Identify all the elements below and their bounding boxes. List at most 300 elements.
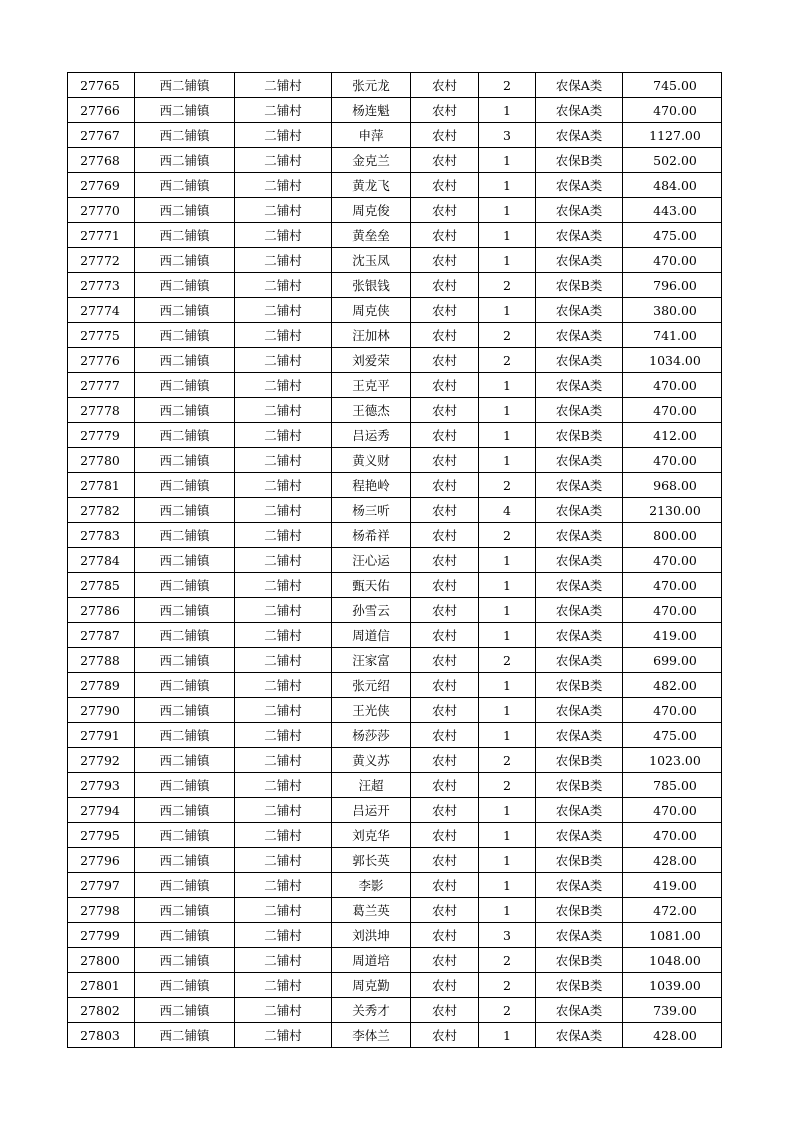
- cell-id: 27791: [68, 723, 135, 748]
- cell-name: 王克平: [332, 373, 411, 398]
- cell-name: 张元龙: [332, 73, 411, 98]
- cell-village: 二铺村: [235, 698, 332, 723]
- cell-category: 农保A类: [536, 473, 623, 498]
- table-row: [68, 398, 722, 423]
- cell-category: 农保A类: [536, 598, 623, 623]
- cell-category: 农保A类: [536, 498, 623, 523]
- cell-area: 农村: [411, 73, 479, 98]
- cell-category: 农保A类: [536, 648, 623, 673]
- cell-id: 27803: [68, 1023, 135, 1048]
- cell-town: 西二铺镇: [135, 423, 235, 448]
- cell-category: 农保B类: [536, 273, 623, 298]
- cell-category: 农保B类: [536, 848, 623, 873]
- cell-id: 27789: [68, 673, 135, 698]
- table-row: [68, 523, 722, 548]
- cell-name: 黄龙飞: [332, 173, 411, 198]
- cell-count: 3: [479, 123, 536, 148]
- cell-name: 关秀才: [332, 998, 411, 1023]
- cell-name: 汪心运: [332, 548, 411, 573]
- table-row: [68, 873, 722, 898]
- cell-town: 西二铺镇: [135, 148, 235, 173]
- cell-village: 二铺村: [235, 98, 332, 123]
- cell-town: 西二铺镇: [135, 648, 235, 673]
- cell-category: 农保A类: [536, 373, 623, 398]
- cell-village: 二铺村: [235, 523, 332, 548]
- cell-village: 二铺村: [235, 1023, 332, 1048]
- cell-name: 甄天佑: [332, 573, 411, 598]
- cell-town: 西二铺镇: [135, 498, 235, 523]
- cell-count: 2: [479, 323, 536, 348]
- cell-village: 二铺村: [235, 373, 332, 398]
- table-row: [68, 73, 722, 98]
- cell-amount: 428.00: [623, 1023, 722, 1048]
- cell-town: 西二铺镇: [135, 873, 235, 898]
- cell-area: 农村: [411, 548, 479, 573]
- cell-count: 2: [479, 648, 536, 673]
- cell-category: 农保B类: [536, 423, 623, 448]
- cell-village: 二铺村: [235, 248, 332, 273]
- cell-village: 二铺村: [235, 198, 332, 223]
- cell-amount: 1127.00: [623, 123, 722, 148]
- cell-area: 农村: [411, 973, 479, 998]
- cell-id: 27786: [68, 598, 135, 623]
- table-row: [68, 898, 722, 923]
- cell-id: 27771: [68, 223, 135, 248]
- cell-count: 1: [479, 223, 536, 248]
- cell-village: 二铺村: [235, 948, 332, 973]
- cell-amount: 419.00: [623, 623, 722, 648]
- cell-category: 农保A类: [536, 523, 623, 548]
- cell-area: 农村: [411, 173, 479, 198]
- cell-amount: 470.00: [623, 798, 722, 823]
- cell-town: 西二铺镇: [135, 173, 235, 198]
- cell-town: 西二铺镇: [135, 748, 235, 773]
- cell-area: 农村: [411, 423, 479, 448]
- cell-village: 二铺村: [235, 773, 332, 798]
- cell-area: 农村: [411, 523, 479, 548]
- cell-village: 二铺村: [235, 923, 332, 948]
- cell-town: 西二铺镇: [135, 298, 235, 323]
- cell-town: 西二铺镇: [135, 98, 235, 123]
- cell-id: 27776: [68, 348, 135, 373]
- cell-count: 1: [479, 598, 536, 623]
- cell-category: 农保A类: [536, 723, 623, 748]
- cell-count: 1: [479, 898, 536, 923]
- cell-count: 1: [479, 823, 536, 848]
- cell-category: 农保A类: [536, 873, 623, 898]
- cell-area: 农村: [411, 698, 479, 723]
- cell-amount: 472.00: [623, 898, 722, 923]
- cell-amount: 484.00: [623, 173, 722, 198]
- table-row: [68, 723, 722, 748]
- table-row: [68, 748, 722, 773]
- cell-village: 二铺村: [235, 548, 332, 573]
- cell-village: 二铺村: [235, 223, 332, 248]
- cell-id: 27795: [68, 823, 135, 848]
- cell-amount: 470.00: [623, 598, 722, 623]
- cell-name: 沈玉凤: [332, 248, 411, 273]
- cell-town: 西二铺镇: [135, 398, 235, 423]
- cell-amount: 470.00: [623, 548, 722, 573]
- cell-area: 农村: [411, 648, 479, 673]
- cell-count: 1: [479, 698, 536, 723]
- cell-village: 二铺村: [235, 623, 332, 648]
- cell-town: 西二铺镇: [135, 348, 235, 373]
- cell-town: 西二铺镇: [135, 123, 235, 148]
- cell-id: 27772: [68, 248, 135, 273]
- cell-id: 27798: [68, 898, 135, 923]
- cell-amount: 739.00: [623, 998, 722, 1023]
- table-row: [68, 248, 722, 273]
- cell-name: 周道信: [332, 623, 411, 648]
- cell-category: 农保A类: [536, 173, 623, 198]
- cell-town: 西二铺镇: [135, 773, 235, 798]
- cell-name: 张银钱: [332, 273, 411, 298]
- table-row: [68, 973, 722, 998]
- cell-town: 西二铺镇: [135, 973, 235, 998]
- cell-amount: 470.00: [623, 698, 722, 723]
- cell-area: 农村: [411, 848, 479, 873]
- cell-name: 刘爱荣: [332, 348, 411, 373]
- cell-amount: 1048.00: [623, 948, 722, 973]
- cell-category: 农保B类: [536, 148, 623, 173]
- cell-area: 农村: [411, 573, 479, 598]
- table-row: [68, 298, 722, 323]
- cell-id: 27799: [68, 923, 135, 948]
- cell-id: 27796: [68, 848, 135, 873]
- cell-town: 西二铺镇: [135, 248, 235, 273]
- table-row: [68, 1023, 722, 1048]
- cell-count: 2: [479, 948, 536, 973]
- cell-amount: 443.00: [623, 198, 722, 223]
- table-row: [68, 998, 722, 1023]
- cell-count: 2: [479, 473, 536, 498]
- table-row: [68, 423, 722, 448]
- cell-count: 1: [479, 248, 536, 273]
- cell-count: 1: [479, 723, 536, 748]
- table-row: [68, 498, 722, 523]
- cell-category: 农保A类: [536, 298, 623, 323]
- cell-count: 1: [479, 1023, 536, 1048]
- cell-area: 农村: [411, 623, 479, 648]
- cell-area: 农村: [411, 223, 479, 248]
- cell-name: 汪超: [332, 773, 411, 798]
- cell-category: 农保A类: [536, 98, 623, 123]
- cell-id: 27794: [68, 798, 135, 823]
- cell-town: 西二铺镇: [135, 73, 235, 98]
- cell-village: 二铺村: [235, 598, 332, 623]
- cell-name: 杨莎莎: [332, 723, 411, 748]
- cell-name: 杨希祥: [332, 523, 411, 548]
- cell-count: 2: [479, 348, 536, 373]
- roster-body: [68, 73, 722, 1048]
- table-row: [68, 448, 722, 473]
- cell-name: 黄垒垒: [332, 223, 411, 248]
- cell-category: 农保B类: [536, 748, 623, 773]
- cell-id: 27802: [68, 998, 135, 1023]
- cell-count: 1: [479, 398, 536, 423]
- cell-town: 西二铺镇: [135, 848, 235, 873]
- cell-area: 农村: [411, 448, 479, 473]
- cell-count: 1: [479, 423, 536, 448]
- table-row: [68, 98, 722, 123]
- table-row: [68, 773, 722, 798]
- roster-table: [67, 72, 722, 1048]
- cell-id: 27784: [68, 548, 135, 573]
- cell-category: 农保B类: [536, 773, 623, 798]
- cell-category: 农保B类: [536, 673, 623, 698]
- cell-id: 27788: [68, 648, 135, 673]
- cell-category: 农保A类: [536, 398, 623, 423]
- cell-name: 吕运开: [332, 798, 411, 823]
- cell-village: 二铺村: [235, 748, 332, 773]
- cell-amount: 699.00: [623, 648, 722, 673]
- cell-category: 农保A类: [536, 823, 623, 848]
- cell-id: 27783: [68, 523, 135, 548]
- cell-town: 西二铺镇: [135, 223, 235, 248]
- cell-area: 农村: [411, 348, 479, 373]
- table-row: [68, 823, 722, 848]
- cell-area: 农村: [411, 998, 479, 1023]
- cell-category: 农保B类: [536, 948, 623, 973]
- cell-count: 4: [479, 498, 536, 523]
- cell-area: 农村: [411, 748, 479, 773]
- cell-amount: 968.00: [623, 473, 722, 498]
- cell-amount: 470.00: [623, 573, 722, 598]
- cell-village: 二铺村: [235, 573, 332, 598]
- cell-name: 周克侠: [332, 298, 411, 323]
- cell-amount: 470.00: [623, 823, 722, 848]
- cell-count: 2: [479, 73, 536, 98]
- cell-name: 郭长英: [332, 848, 411, 873]
- cell-name: 黄义苏: [332, 748, 411, 773]
- cell-id: 27773: [68, 273, 135, 298]
- cell-name: 周道培: [332, 948, 411, 973]
- cell-area: 农村: [411, 798, 479, 823]
- cell-count: 2: [479, 773, 536, 798]
- cell-amount: 470.00: [623, 373, 722, 398]
- cell-category: 农保A类: [536, 623, 623, 648]
- cell-name: 周克俊: [332, 198, 411, 223]
- cell-town: 西二铺镇: [135, 473, 235, 498]
- cell-area: 农村: [411, 773, 479, 798]
- cell-name: 孙雪云: [332, 598, 411, 623]
- table-row: [68, 373, 722, 398]
- cell-id: 27777: [68, 373, 135, 398]
- cell-amount: 482.00: [623, 673, 722, 698]
- cell-category: 农保A类: [536, 998, 623, 1023]
- cell-amount: 470.00: [623, 98, 722, 123]
- cell-category: 农保B类: [536, 973, 623, 998]
- cell-amount: 1039.00: [623, 973, 722, 998]
- cell-village: 二铺村: [235, 148, 332, 173]
- cell-village: 二铺村: [235, 723, 332, 748]
- cell-name: 汪加林: [332, 323, 411, 348]
- cell-category: 农保A类: [536, 348, 623, 373]
- cell-town: 西二铺镇: [135, 723, 235, 748]
- cell-village: 二铺村: [235, 498, 332, 523]
- cell-town: 西二铺镇: [135, 448, 235, 473]
- cell-id: 27765: [68, 73, 135, 98]
- cell-town: 西二铺镇: [135, 273, 235, 298]
- cell-town: 西二铺镇: [135, 998, 235, 1023]
- cell-id: 27797: [68, 873, 135, 898]
- table-row: [68, 623, 722, 648]
- cell-village: 二铺村: [235, 73, 332, 98]
- cell-id: 27766: [68, 98, 135, 123]
- cell-area: 农村: [411, 923, 479, 948]
- cell-count: 1: [479, 623, 536, 648]
- cell-town: 西二铺镇: [135, 923, 235, 948]
- cell-count: 1: [479, 848, 536, 873]
- cell-category: 农保A类: [536, 248, 623, 273]
- cell-town: 西二铺镇: [135, 623, 235, 648]
- cell-name: 刘克华: [332, 823, 411, 848]
- cell-town: 西二铺镇: [135, 1023, 235, 1048]
- table-row: [68, 848, 722, 873]
- cell-amount: 502.00: [623, 148, 722, 173]
- cell-count: 1: [479, 873, 536, 898]
- cell-name: 王德杰: [332, 398, 411, 423]
- cell-town: 西二铺镇: [135, 948, 235, 973]
- cell-amount: 475.00: [623, 723, 722, 748]
- cell-village: 二铺村: [235, 998, 332, 1023]
- cell-area: 农村: [411, 148, 479, 173]
- cell-amount: 470.00: [623, 248, 722, 273]
- cell-count: 1: [479, 798, 536, 823]
- cell-category: 农保A类: [536, 548, 623, 573]
- cell-area: 农村: [411, 598, 479, 623]
- cell-area: 农村: [411, 373, 479, 398]
- cell-town: 西二铺镇: [135, 598, 235, 623]
- cell-town: 西二铺镇: [135, 823, 235, 848]
- cell-town: 西二铺镇: [135, 523, 235, 548]
- cell-area: 农村: [411, 273, 479, 298]
- cell-count: 2: [479, 523, 536, 548]
- cell-amount: 380.00: [623, 298, 722, 323]
- cell-id: 27779: [68, 423, 135, 448]
- cell-count: 1: [479, 173, 536, 198]
- cell-category: 农保A类: [536, 223, 623, 248]
- cell-count: 1: [479, 298, 536, 323]
- cell-village: 二铺村: [235, 323, 332, 348]
- cell-id: 27800: [68, 948, 135, 973]
- cell-village: 二铺村: [235, 123, 332, 148]
- cell-count: 2: [479, 998, 536, 1023]
- cell-area: 农村: [411, 98, 479, 123]
- cell-id: 27770: [68, 198, 135, 223]
- cell-amount: 2130.00: [623, 498, 722, 523]
- cell-amount: 470.00: [623, 448, 722, 473]
- cell-id: 27792: [68, 748, 135, 773]
- cell-count: 1: [479, 148, 536, 173]
- cell-name: 李体兰: [332, 1023, 411, 1048]
- cell-id: 27775: [68, 323, 135, 348]
- cell-village: 二铺村: [235, 398, 332, 423]
- cell-category: 农保A类: [536, 1023, 623, 1048]
- cell-area: 农村: [411, 948, 479, 973]
- cell-village: 二铺村: [235, 173, 332, 198]
- cell-id: 27769: [68, 173, 135, 198]
- cell-count: 1: [479, 548, 536, 573]
- cell-town: 西二铺镇: [135, 698, 235, 723]
- cell-count: 1: [479, 98, 536, 123]
- cell-amount: 741.00: [623, 323, 722, 348]
- cell-category: 农保A类: [536, 923, 623, 948]
- cell-name: 周克勤: [332, 973, 411, 998]
- cell-id: 27793: [68, 773, 135, 798]
- table-row: [68, 123, 722, 148]
- cell-name: 杨连魁: [332, 98, 411, 123]
- table-row: [68, 698, 722, 723]
- cell-town: 西二铺镇: [135, 798, 235, 823]
- cell-id: 27780: [68, 448, 135, 473]
- cell-village: 二铺村: [235, 423, 332, 448]
- cell-id: 27778: [68, 398, 135, 423]
- cell-name: 黄义财: [332, 448, 411, 473]
- cell-town: 西二铺镇: [135, 373, 235, 398]
- table-row: [68, 598, 722, 623]
- cell-amount: 800.00: [623, 523, 722, 548]
- cell-area: 农村: [411, 898, 479, 923]
- cell-category: 农保B类: [536, 898, 623, 923]
- table-row: [68, 473, 722, 498]
- cell-amount: 1023.00: [623, 748, 722, 773]
- cell-count: 1: [479, 198, 536, 223]
- cell-area: 农村: [411, 323, 479, 348]
- cell-village: 二铺村: [235, 348, 332, 373]
- table-row: [68, 348, 722, 373]
- cell-id: 27768: [68, 148, 135, 173]
- cell-name: 王光侠: [332, 698, 411, 723]
- cell-amount: 419.00: [623, 873, 722, 898]
- cell-id: 27801: [68, 973, 135, 998]
- cell-amount: 475.00: [623, 223, 722, 248]
- cell-village: 二铺村: [235, 848, 332, 873]
- cell-count: 2: [479, 973, 536, 998]
- cell-town: 西二铺镇: [135, 198, 235, 223]
- cell-village: 二铺村: [235, 898, 332, 923]
- table-row: [68, 223, 722, 248]
- cell-area: 农村: [411, 823, 479, 848]
- cell-id: 27781: [68, 473, 135, 498]
- cell-id: 27787: [68, 623, 135, 648]
- cell-town: 西二铺镇: [135, 673, 235, 698]
- table-row: [68, 573, 722, 598]
- cell-village: 二铺村: [235, 798, 332, 823]
- cell-town: 西二铺镇: [135, 323, 235, 348]
- cell-area: 农村: [411, 248, 479, 273]
- cell-count: 1: [479, 573, 536, 598]
- cell-count: 1: [479, 673, 536, 698]
- cell-amount: 470.00: [623, 398, 722, 423]
- cell-area: 农村: [411, 673, 479, 698]
- table-row: [68, 548, 722, 573]
- cell-name: 张元绍: [332, 673, 411, 698]
- table-row: [68, 173, 722, 198]
- cell-area: 农村: [411, 123, 479, 148]
- cell-village: 二铺村: [235, 448, 332, 473]
- cell-name: 汪家富: [332, 648, 411, 673]
- table-row: [68, 323, 722, 348]
- cell-area: 农村: [411, 873, 479, 898]
- table-row: [68, 798, 722, 823]
- cell-village: 二铺村: [235, 473, 332, 498]
- cell-amount: 785.00: [623, 773, 722, 798]
- table-row: [68, 198, 722, 223]
- cell-area: 农村: [411, 298, 479, 323]
- cell-village: 二铺村: [235, 873, 332, 898]
